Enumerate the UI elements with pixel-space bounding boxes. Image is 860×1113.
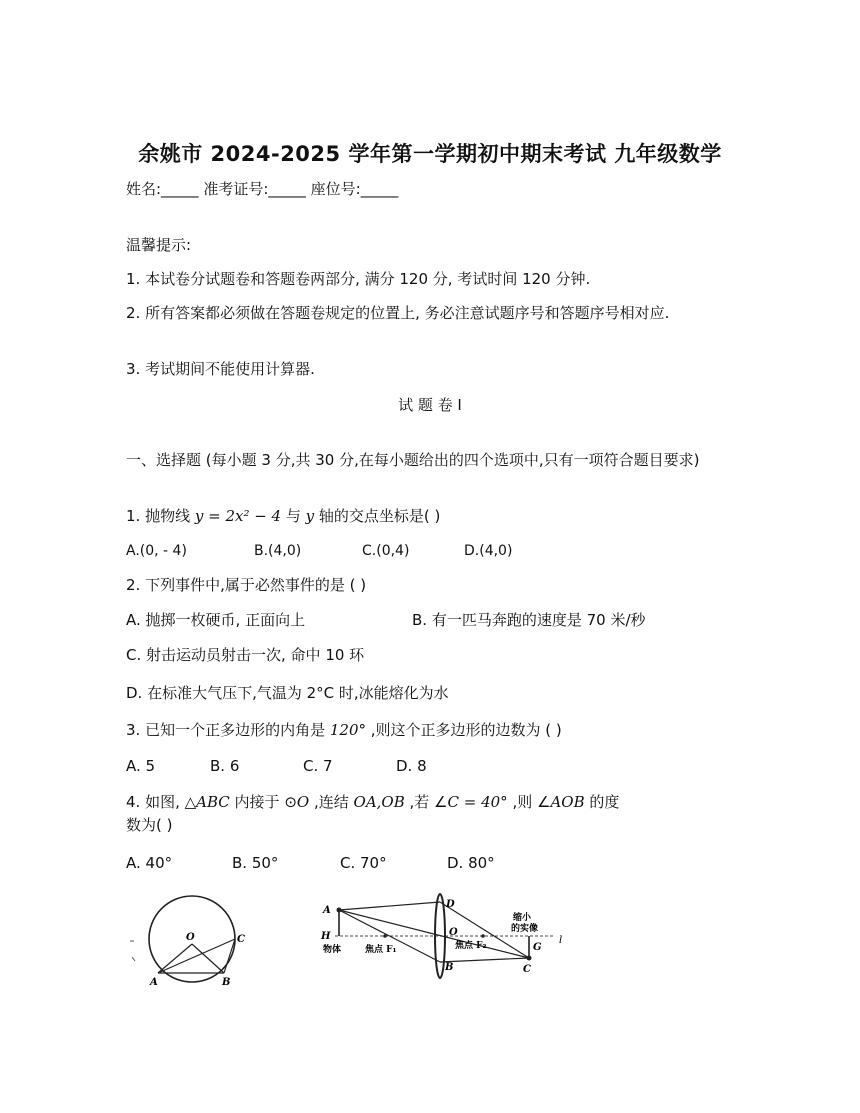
q1-option-c: C.(0,4) [362,543,410,559]
label-image-2: 的实像 [511,924,539,934]
label-object: 物体 [323,945,342,955]
question-1-stem [126,505,440,527]
q2-option-b: B. 有一匹马奔跑的速度是 70 米/秒 [412,611,646,629]
label-d: D [446,899,455,910]
label-o: O [186,932,195,943]
question-4-stem [126,791,619,813]
label-c: C [237,934,245,945]
q2-option-d: D. 在标准大气压下,气温为 2°C 时,冰能熔化为水 [126,684,449,702]
q4-option-c: C. 70° [340,854,387,872]
q4-option-a: A. 40° [126,854,173,872]
label-b: B [445,962,454,973]
question-3-options [126,755,427,777]
label-a: A [150,977,158,988]
label-l: l [559,935,563,946]
tips-heading: 温馨提示: [126,236,192,254]
circle-figure [120,895,260,995]
q4-option-d: D. 80° [447,854,495,872]
label-image-1: 缩小 [513,913,532,923]
segment-oa [158,944,192,973]
q4-math-c: C = 40° [447,793,508,811]
q3-math: 120° [329,721,366,739]
q3-option-d: D. 8 [396,757,427,775]
q4-math-aob: AOB [550,793,585,811]
q4-option-b: B. 50° [232,854,279,872]
q4-text-f: 的度 [584,793,620,811]
q3-option-b: B. 6 [210,757,240,775]
tip-item-2: 2. 所有答案都必须做在答题卷规定的位置上, 务必注意试题序号和答题序号相对应. [126,304,670,322]
q3-option-c: C. 7 [303,757,333,775]
q4-math-o: O [296,793,310,811]
q4-text-a: 4. 如图, △ [126,793,197,811]
focus-point-1 [383,934,387,938]
q3-text-post: ,则这个正多边形的边数为 ( ) [366,721,562,739]
q3-option-a: A. 5 [126,757,156,775]
part1-header: 一、选择题 (每小题 3 分,共 30 分,在每小题给出的四个选项中,只有一项符合题目要求) [126,451,700,469]
q1-text-post: 轴的交点坐标是( ) [314,507,441,525]
ray-parallel [339,902,440,910]
label-c: C [523,964,531,975]
lens-figure [315,888,575,988]
segment-ob [192,944,224,973]
q4-text-d: ,若 ∠ [404,793,448,811]
label-b: B [222,977,231,988]
q1-math-2: y [305,507,315,525]
focus-point-2 [481,934,485,938]
question-4-stem-line2: 数为( ) [126,816,173,834]
q4-text-c: ,连结 [309,793,354,811]
q1-math: y = 2x² − 4 [194,507,282,525]
image-head [527,956,532,961]
q4-text-b: 内接于 ⊙ [229,793,297,811]
tip-item-3: 3. 考试期间不能使用计算器. [126,360,315,378]
q1-option-a: A.(0, - 4) [126,543,187,559]
label-g: G [533,942,542,953]
label-focus-1: 焦点 F₁ [365,945,397,955]
q1-option-b: B.(4,0) [254,543,302,559]
q4-text-e: ,则 ∠ [507,793,551,811]
scan-mark-2 [132,957,135,961]
q3-text: 3. 已知一个正多边形的内角是 [126,721,330,739]
q2-option-a: A. 抛掷一枚硬币, 正面向上 [126,611,306,629]
question-3-stem [126,719,562,741]
q4-math-abc: ABC [196,793,230,811]
question-4-options [126,852,495,874]
page-title: 余姚市 2024-2025 学年第一学期初中期末考试 九年级数学 [138,142,722,166]
section-title: 试 题 卷 I [398,396,462,414]
q1-option-d: D.(4,0) [464,543,513,559]
q1-text-mid: 与 [281,507,306,525]
question-1-options [126,540,512,562]
label-a: A [323,905,331,916]
segment-bc [224,939,235,973]
q2-option-c: C. 射击运动员射击一次, 命中 10 环 [126,646,365,664]
tip-item-1: 1. 本试卷分试题卷和答题卷两部分, 满分 120 分, 考试时间 120 分钟. [126,270,591,288]
label-focus-2: 焦点 F₂ [455,941,487,951]
q1-text: 1. 抛物线 [126,507,195,525]
student-info-line: 姓名:_____ 准考证号:_____ 座位号:_____ [126,180,399,198]
label-h: H [321,931,331,942]
label-o: O [449,927,458,938]
question-2-stem: 2. 下列事件中,属于必然事件的是 ( ) [126,576,367,594]
q4-math-oaob: OA,OB [353,793,405,811]
